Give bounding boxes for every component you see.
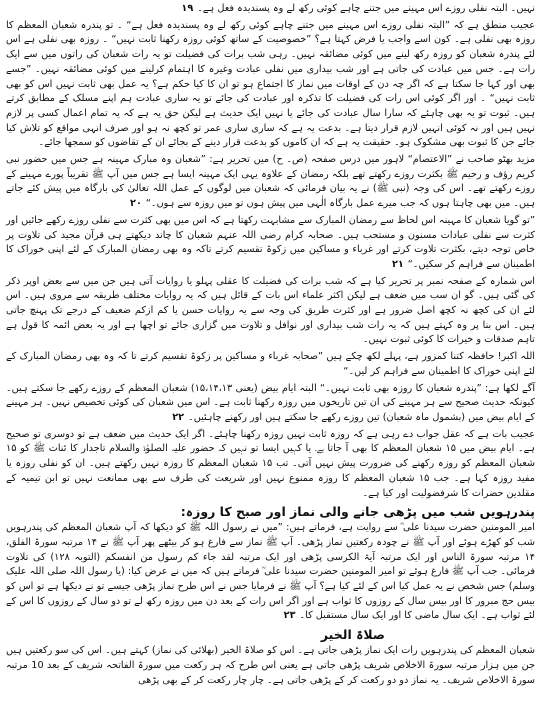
paragraph-3: [6, 153, 535, 212]
paragraph-text: عجیب منطق ہے کہ ”البتہ نفلی روزے اس مہینے میں جتنے چاہے کوئی رکھ لے وہ پسندیدہ فعل ہے“ ۔ تو پندرہ شعبان المعظم کا روزہ بھی نفلی ہے۔ کون اسے واجب یا فرض کہتا ہے؟ ”خصوصیت کے ساتھ کوئی روزہ رکھنا ثابت نہیں“ ۔ روزہ بھی نفلی ہے اس لئے پندرہ شعبان کو روزہ رکھ لینے میں کوئی مضائقہ نہیں۔ رہی شب برات کی فضیلت تو یہ رات شعبان کی راتوں میں سے ایک رات ہے۔ جس میں عبادت کی جاتی ہے اور شب بیداری میں نفلی عبادت وغیرہ کا اہتمام کرلینے میں کوئی مضائقہ نہیں۔ ”جسے بھی اور کہا جا سکتا ہے کہ اگر چہ دن کے اوقات میں نماز کا اجتماع ہو تو ان کا کیا حکم ہے؟ یہ عمل بھی ثابت نہیں اس کو بھی ثابت نہیں“ ۔ اور اگر کوئی اس رات کی فضیلت کا تذکرہ اور عبادت کی جائے تو یہ ساری عبادت ہم اپنے مسلک کے مطابق کرتے ہیں۔ ثبوت تو یہ بھی چاہئے کہ سارا سال عبادت کی جائے یا نہیں ایک حدیث ہے لیکن حق یہ ہے کہ یہ تمام اعمال کسی پر لازم نہیں ہیں اور نہ کوئی انہیں لازم قرار دیتا ہے۔ بدعت یہ ہے کہ ساری ساری عمر تو کچھ نہ ہو اور صرف انہی مواقع کو تلاش کیا جائے جن کا ثبوت بھی مشکوک ہو۔ حقیقت یہ ہے کہ ان کاموں کو بدعت قرار دینے کے بجائے ان کے تقاضوں کو سمجھا جائے۔: [6, 19, 535, 149]
paragraph-6: [6, 350, 535, 379]
paragraph-1: [6, 2, 535, 17]
section-heading: پندرہویں شب میں پڑھی جانے والی نماز اور صبح کا روزہ:: [180, 504, 535, 520]
reference-number: ۲۱: [391, 258, 404, 270]
paragraph-5: [6, 275, 535, 349]
reference-number: ۲۳: [283, 610, 296, 622]
paragraph-text: اللہ اکبر! حافظہ کتنا کمزور ہے، پہلے لکھ چکے ہیں ”صحابہ غرباء و مساکین پر زکوۃ تقسیم کرتے تا کہ وہ بھی رمضان المبارک کے لئے اپنی خوراک کا اطمینان سے فراہم کر لیں۔“: [6, 351, 535, 377]
reference-number: ۲۲: [172, 411, 185, 423]
paragraph-text: آگے لکھا ہے: ”پندرہ شعبان کا روزہ بھی ثابت نہیں۔“ البتہ ایام بیض (یعنی ۱۵،۱۴،۱۳) شعبان المعظم کے روزے رکھے جا سکتے ہیں۔ کیونکہ حدیث صحیح سے ہر مہینے کی ان تین تاریخوں میں روزہ رکھنا ثابت ہے۔ اس میں شعبان کی کوئی تخصیص نہیں۔ ہر مہینے کے ایام بیض میں (بشمول ماہ شعبان) تین روزے رکھے جا سکتے ہیں اور رکھنے چاہئیں۔: [6, 382, 536, 423]
paragraph-text: عجیب بات ہے کہ عقل جواب دے رہی ہے کہ روزہ ثابت نہیں روزہ رکھنا چاہئے۔ اگر ایک حدیث میں ضعف ہے تو دوسری تو صحیح ہے۔ ایام بیض میں ۱۵ شعبان المعظم کا بھی آ جاتا ہے۔ یا کہیں ایسا تو نہیں کہ حضور علیہ الصلوٰۃ والسلام تاجدار کا ئنات ﷺ کو ۱۵ شعبان المعظم کو روزہ رکھنے کی ضرورت پیش نہیں آتی۔ تب ۱۵ شعبان المعظم کا روزہ نہیں رکھتے ہیں۔ ان کو نفلی روزہ یا مفید روزہ کہا ہے۔ جب ۱۵ شعبان المعظم کا روزہ ممنوع نہیں اور شریعت کی طرف سے بھی ممانعت نہیں تو ابن تیمیہ کے مقلدین حضرات کا شرفضولیت اور کیا ہے۔: [6, 428, 535, 499]
paragraph-9: [6, 521, 535, 624]
paragraph-text: امیر المومنین حضرت سیدنا علی ؓ سے روایت ہے، فرماتے ہیں: ”میں نے رسول اللہ ﷺ کو دیکھا کہ آپ شعبان المعظم کی پندرہویں شب کو کھڑے ہوئے اور آپ ﷺ نے چودہ رکعتیں نماز پڑھی۔ آپ ﷺ نماز سے فارغ ہو کر بیٹھے پھر آپ ﷺ نے ۱۴ مرتبہ سورۃ الفلق، ۱۴ مرتبہ سورۃ الناس اور ایک مرتبہ آیۃ الکرسی پڑھی اور ایک مرتبہ لقد جاء کم رسول من انفسکم (التوبہ ۱۲۸) کی تلاوت فرمائی۔ جب آپ ﷺ فارغ ہوئے تو امیر المومنین حضرت سیدنا علی ؓ فرماتے ہیں کہ میں نے عرض کیا: (یا رسول اللہ صلی اللہ علیک وسلم) جس شخص نے یہ عمل کیا اس کے لئے کیا ہے؟ آپ ﷺ نے فرمایا جس نے اس طرح نماز پڑھی جیسے تو نے دیکھا ہے تو اس کو بیس حج مبرور کا اور بیس سال کے روزوں کا ثواب ہے اور اگر اس رات کے بعد دن میں روزہ رکھ لے تو دو سال کے روزوں کا اس کے لئے ثواب ہے۔ ایک سال ماضی کا اور ایک سال مستقبل کا۔: [6, 522, 535, 622]
document-page: [6, 2, 535, 708]
paragraph-text: شعبان المعظم کی پندرہویں رات ایک نماز پڑھی جاتی ہے۔ اس کو صلاۃ الخیر (بھلائی کی نماز) کہتے ہیں۔ اس کی سو رکعتیں ہیں جن میں ہزار مرتبہ سورۃ الاخلاص شریف پڑھی جاتی ہے یعنی اس طرح کہ ہر رکعت میں سورۃ الفاتحہ شریف کے بعد 10 مرتبہ سورۃ الاخلاص شریف۔ یہ نماز دو دو رکعت کر کے پڑھی جاتی ہے۔ چار چار رکعت کر کے بھی پڑھی: [6, 645, 535, 686]
paragraph-text: اس شمارہ کے صفحہ نمبر پر تحریر کیا ہے کہ شب برات کی فضیلت کا عقلی پہلو یا روایات آتی ہیں جن میں سے بعض اوپر ذکر کی گئی ہیں۔ گو ان سب میں ضعف ہے لیکن اکثر علماء اس بات کے قائل ہیں کہ یہ روایات مختلف طریقہ سے مروی ہیں۔ اس لئے ان کی کچھ نہ کچھ اصل ضرور ہے اور کثرت طریق کی وجہ سے یہ روایات حسن یا کم ازکم ضعیف کے درجے تک پہنچ جاتی ہیں۔ اس بنا پر وہ کہتے ہیں کہ یہ رات شب بیداری اور نوافل و تلاوت میں گزاری جائے تو اچھا ہے اور یہ بعض ائمہ کا قول ہے تاہم صدقات و خیرات کا کوئی ثبوت نہیں۔: [6, 275, 535, 346]
reference-number: ۲۰: [130, 198, 142, 210]
paragraph-8: [6, 428, 535, 502]
paragraph-2: [6, 19, 535, 151]
paragraph-7: [6, 382, 535, 426]
paragraph-text: نہیں۔ البتہ نفلی روزے اس مہینے میں جتنے چاہے کوئی رکھ لے وہ پسندیدہ فعل ہے۔: [197, 3, 535, 14]
section-heading-salat-al-khair: صلاۃ الخیر: [320, 627, 385, 643]
paragraph-text: مزید بھٹو صاحب نے ”الاعتصام“ لاہور میں درس صفحہ (ص۔ ح) میں تحریر ہے: ”شعبان وہ مبارک مہینہ ہے جس میں حضور نبی کریم رؤف و رحیم ﷺ بکثرت روزے رکھتے تھے بلکہ رمضان کے علاوہ یہی ایک مہینہ ایسا ہے جس میں آپ ﷺ تقریباً پورے مہینے کے روزے رکھتے تھے۔ اس کی وجہ (نبی ﷺ) نے یہ بیان فرمائی کہ شعبان میں لوگوں کے عمل اللہ تعالیٰ کی بارگاہ میں پیش کئے جاتے ہیں۔ میں بھی چاہتا ہوں کہ جب میرے عمل بارگاہ الٰہی میں پیش ہوں تو میں روزہ سے ہوں۔“: [6, 154, 535, 210]
reference-number: ۱۹: [181, 3, 194, 14]
paragraph-4: [6, 214, 535, 273]
paragraph-text: ”تو گویا شعبان کا مہینہ اس لحاظ سے رمضان المبارک سے مشابہت رکھتا ہے کہ اس میں بھی کثرت سے نفلی روزے رکھے جائیں اور کثرت سے نفلی عبادات مسنون و مستحب ہیں۔ صحابہ کرام رضی اللہ عنہم شعبان کا چاند دیکھتے ہی قرآن مجید کی تلاوت پر خاص توجہ دیتے، بکثرت تلاوت کرتے اور غرباء و مساکین میں زکوۃ تقسیم کرتے تاکہ وہ بھی رمضان المبارک کے لئے اپنی خوراک کا اطمینان سے فراہم کر سکیں۔“: [6, 214, 535, 270]
paragraph-10: [6, 644, 535, 688]
